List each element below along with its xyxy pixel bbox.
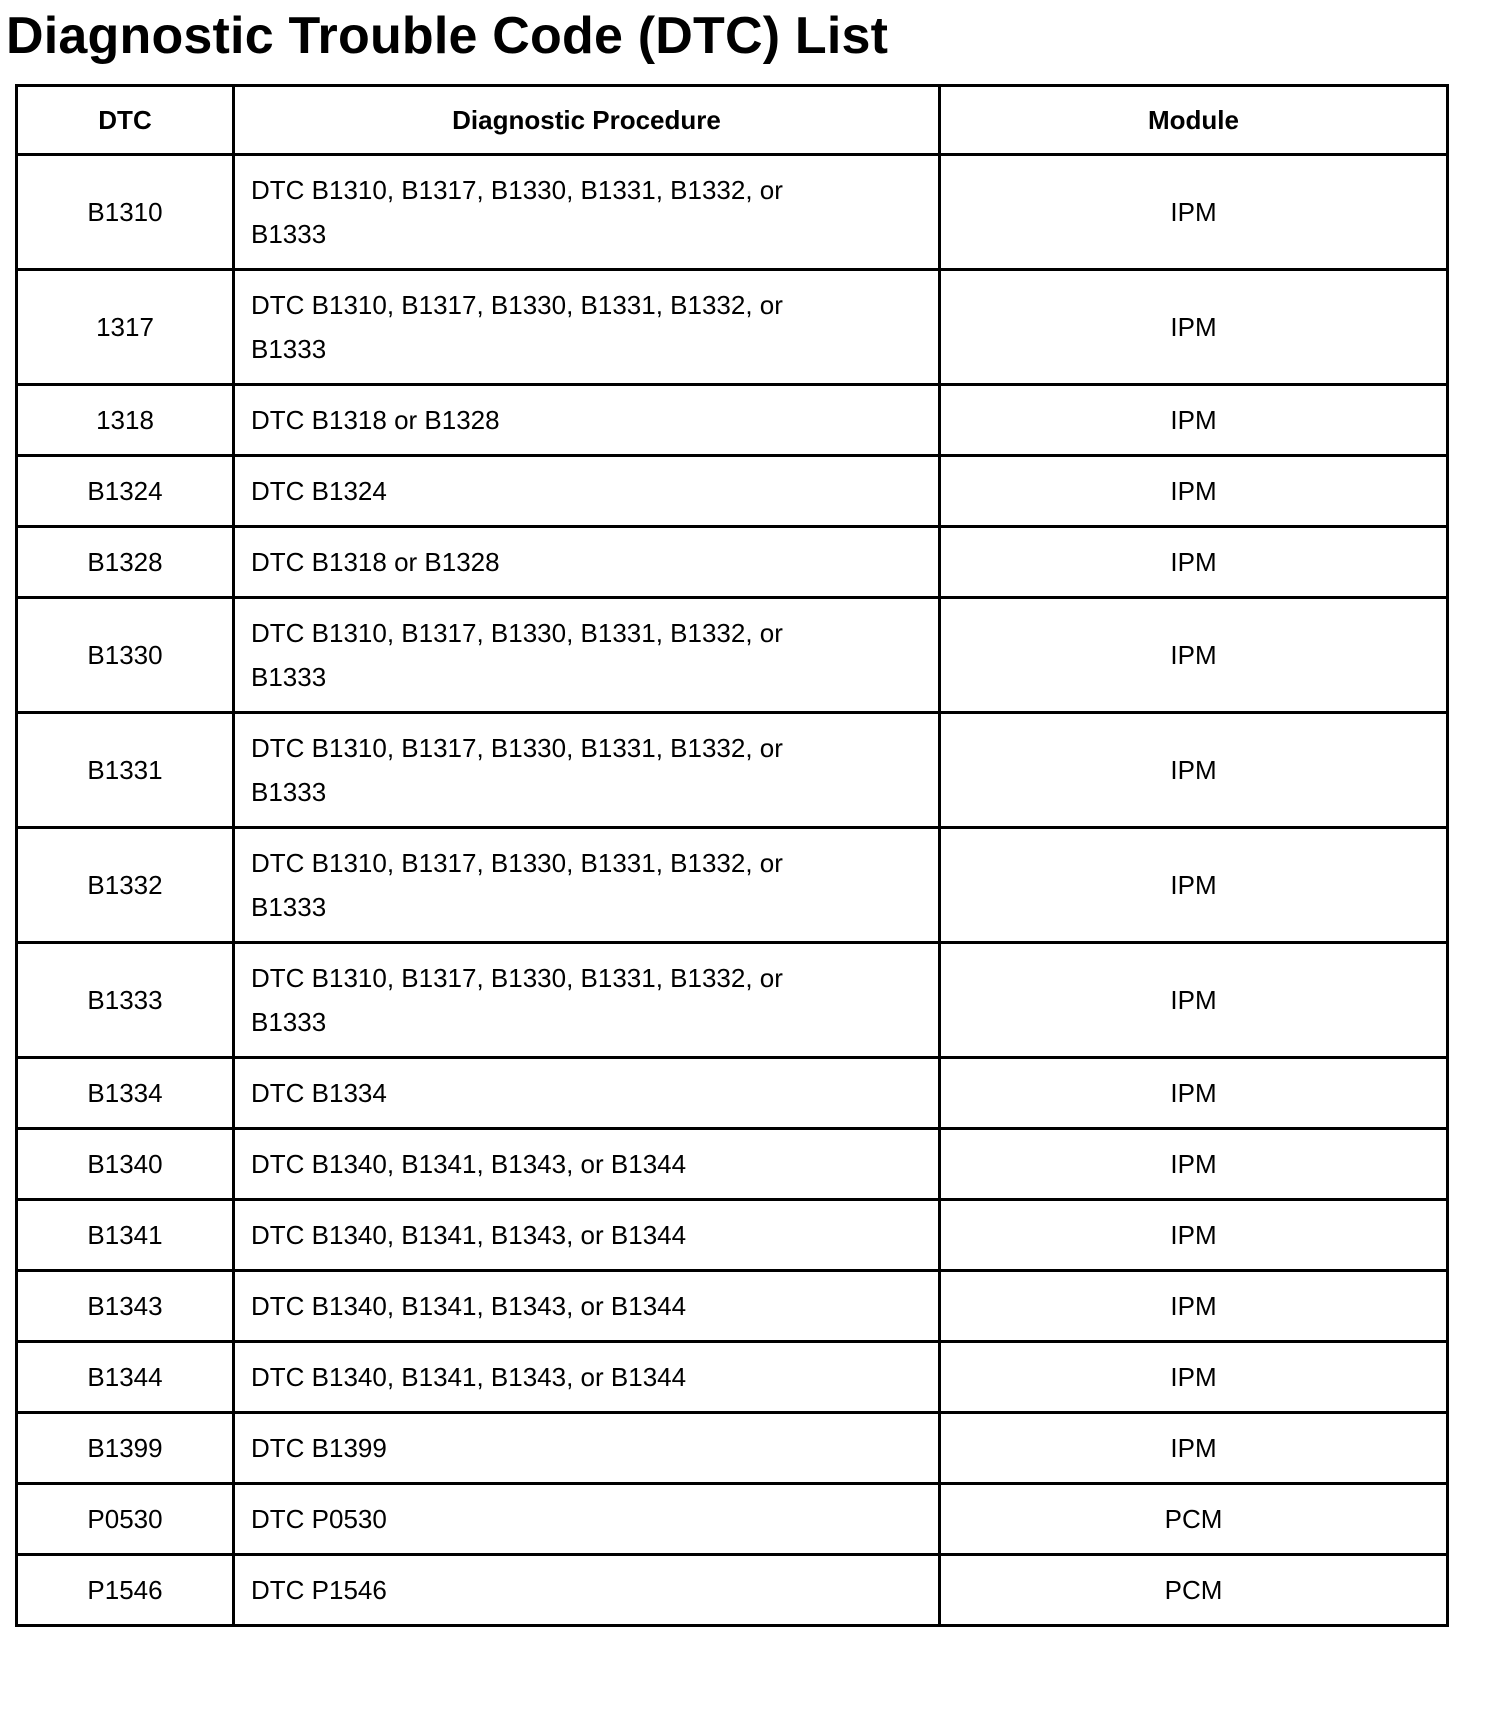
module-cell: IPM — [940, 155, 1448, 270]
table-row — [17, 943, 1448, 1058]
dtc-code-cell: B1340 — [17, 1129, 234, 1200]
table-row — [17, 1342, 1448, 1413]
procedure-link[interactable]: DTC B1318 or B1328 — [234, 527, 940, 598]
procedure-link[interactable]: DTC B1324 — [234, 456, 940, 527]
table-row — [17, 828, 1448, 943]
module-cell: IPM — [940, 1271, 1448, 1342]
module-cell: IPM — [940, 1413, 1448, 1484]
table-row — [17, 598, 1448, 713]
table-body — [17, 155, 1448, 1626]
procedure-link[interactable]: DTC P0530 — [234, 1484, 940, 1555]
dtc-code-cell: B1334 — [17, 1058, 234, 1129]
dtc-code-cell: B1310 — [17, 155, 234, 270]
dtc-code-cell: B1341 — [17, 1200, 234, 1271]
page-title: Diagnostic Trouble Code (DTC) List — [6, 7, 889, 65]
dtc-code-cell: B1332 — [17, 828, 234, 943]
module-cell: PCM — [940, 1555, 1448, 1626]
table-row — [17, 1129, 1448, 1200]
procedure-link[interactable]: DTC B1318 or B1328 — [234, 385, 940, 456]
dtc-table — [15, 84, 1449, 1627]
column-header-module: Module — [940, 86, 1448, 155]
module-cell: IPM — [940, 1342, 1448, 1413]
table-row — [17, 1271, 1448, 1342]
table-row — [17, 270, 1448, 385]
table-row — [17, 1413, 1448, 1484]
dtc-code-cell: P0530 — [17, 1484, 234, 1555]
table-row — [17, 456, 1448, 527]
procedure-link[interactable]: DTC B1310, B1317, B1330, B1331, B1332, or B1333 — [234, 713, 940, 828]
procedure-link[interactable]: DTC B1310, B1317, B1330, B1331, B1332, or B1333 — [234, 270, 940, 385]
table-header — [17, 86, 1448, 155]
procedure-link[interactable]: DTC B1310, B1317, B1330, B1331, B1332, or B1333 — [234, 598, 940, 713]
module-cell: IPM — [940, 527, 1448, 598]
procedure-link[interactable]: DTC B1340, B1341, B1343, or B1344 — [234, 1129, 940, 1200]
module-cell: IPM — [940, 385, 1448, 456]
dtc-code-cell: B1343 — [17, 1271, 234, 1342]
procedure-link[interactable]: DTC B1310, B1317, B1330, B1331, B1332, or B1333 — [234, 943, 940, 1058]
procedure-link[interactable]: DTC B1340, B1341, B1343, or B1344 — [234, 1200, 940, 1271]
dtc-code-cell: B1331 — [17, 713, 234, 828]
module-cell: PCM — [940, 1484, 1448, 1555]
module-cell: IPM — [940, 456, 1448, 527]
module-cell: IPM — [940, 598, 1448, 713]
dtc-code-cell: 1318 — [17, 385, 234, 456]
table-row — [17, 1200, 1448, 1271]
column-header-dtc: DTC — [17, 86, 234, 155]
procedure-link[interactable]: DTC B1340, B1341, B1343, or B1344 — [234, 1342, 940, 1413]
dtc-code-cell: B1324 — [17, 456, 234, 527]
dtc-code-cell: 1317 — [17, 270, 234, 385]
procedure-link[interactable]: DTC P1546 — [234, 1555, 940, 1626]
module-cell: IPM — [940, 828, 1448, 943]
procedure-link[interactable]: DTC B1334 — [234, 1058, 940, 1129]
procedure-link[interactable]: DTC B1310, B1317, B1330, B1331, B1332, or B1333 — [234, 155, 940, 270]
module-cell: IPM — [940, 1200, 1448, 1271]
dtc-code-cell: B1330 — [17, 598, 234, 713]
module-cell: IPM — [940, 713, 1448, 828]
module-cell: IPM — [940, 1058, 1448, 1129]
procedure-link[interactable]: DTC B1310, B1317, B1330, B1331, B1332, or B1333 — [234, 828, 940, 943]
module-cell: IPM — [940, 1129, 1448, 1200]
table-row — [17, 713, 1448, 828]
table-row — [17, 155, 1448, 270]
dtc-code-cell: B1344 — [17, 1342, 234, 1413]
module-cell: IPM — [940, 943, 1448, 1058]
table-row — [17, 385, 1448, 456]
table-row — [17, 527, 1448, 598]
procedure-link[interactable]: DTC B1399 — [234, 1413, 940, 1484]
column-header-procedure: Diagnostic Procedure — [234, 86, 940, 155]
header-row — [17, 86, 1448, 155]
table-row — [17, 1555, 1448, 1626]
table-row — [17, 1058, 1448, 1129]
dtc-code-cell: B1399 — [17, 1413, 234, 1484]
procedure-link[interactable]: DTC B1340, B1341, B1343, or B1344 — [234, 1271, 940, 1342]
module-cell: IPM — [940, 270, 1448, 385]
table-row — [17, 1484, 1448, 1555]
dtc-code-cell: B1333 — [17, 943, 234, 1058]
dtc-code-cell: B1328 — [17, 527, 234, 598]
dtc-code-cell: P1546 — [17, 1555, 234, 1626]
